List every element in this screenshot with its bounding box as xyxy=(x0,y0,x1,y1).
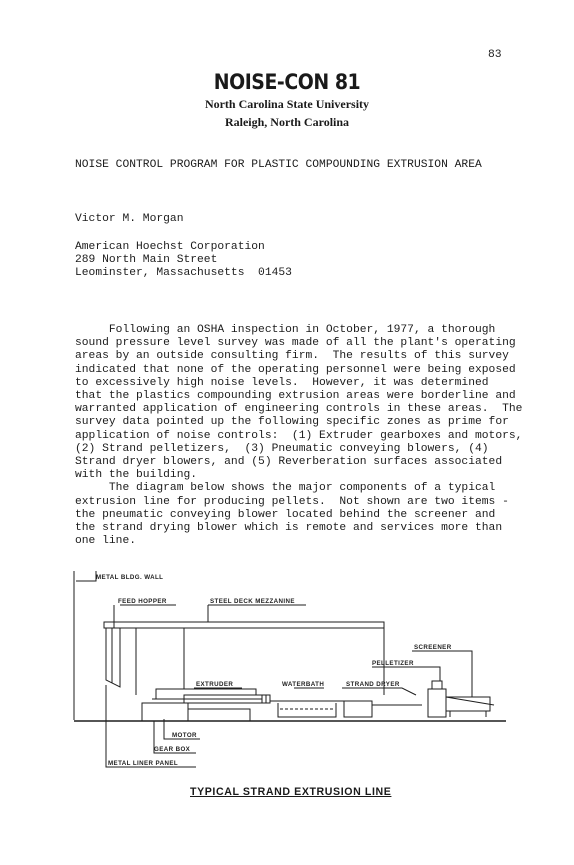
label-feed-hopper: FEED HOPPER xyxy=(118,598,167,605)
label-metal-liner-panel: METAL LINER PANEL xyxy=(108,760,179,767)
conference-university: North Carolina State University xyxy=(204,97,370,111)
body-line: one line. xyxy=(75,535,137,548)
conference-location: Raleigh, North Carolina xyxy=(224,115,350,129)
affiliation-line: American Hoechst Corporation xyxy=(75,241,265,253)
body-line: to excessively high noise levels. However, it was determined xyxy=(75,376,489,389)
label-extruder: EXTRUDER xyxy=(196,681,234,688)
feed-hopper-shape xyxy=(106,628,120,687)
body-line: (2) Strand pelletizers, (3) Pneumatic conveying blowers, (4) xyxy=(75,442,489,455)
body-line: sound pressure level survey was made of all the plant's operating xyxy=(75,337,516,350)
conference-title: NOISE-CON 81 xyxy=(213,70,361,94)
label-waterbath: WATERBATH xyxy=(282,681,325,688)
body-line: survey data pointed up the following specific zones as prime for xyxy=(75,416,509,429)
wall-leader xyxy=(76,571,96,581)
page-number: 83 xyxy=(488,49,502,61)
body-line: the strand drying blower which is remote and services more than xyxy=(75,522,503,535)
body-line: that the plastics compounding extrusion areas were borderline and xyxy=(75,390,516,403)
label-metal-bldg-wall: METAL BLDG. WALL xyxy=(96,574,164,581)
screener-shape xyxy=(446,697,490,711)
label-screener: SCREENER xyxy=(414,644,452,651)
gearbox-shape xyxy=(142,703,188,721)
body-line: Following an OSHA inspection in October, 1977, a thorough xyxy=(75,324,496,336)
label-pelletizer: PELLETIZER xyxy=(372,660,414,667)
strand-dryer-shape xyxy=(344,701,372,717)
label-strand-dryer: STRAND DRYER xyxy=(346,681,400,688)
label-steel-deck-mezzanine: STEEL DECK MEZZANINE xyxy=(210,598,295,605)
body-line: with the building. xyxy=(75,469,198,482)
body-line: Strand dryer blowers, and (5) Reverberation surfaces associated xyxy=(75,456,503,469)
body-line: areas by an outside consulting firm. The results of this survey xyxy=(75,350,509,363)
author-affiliation xyxy=(75,241,292,281)
affiliation-line: Leominster, Massachusetts 01453 xyxy=(75,267,292,280)
extrusion-line-diagram xyxy=(66,565,516,775)
body-line: indicated that none of the operating personnel were being exposed xyxy=(75,363,516,376)
mezzanine-deck xyxy=(104,622,384,628)
waterbath-shape xyxy=(278,703,336,717)
body-line: extrusion line for producing pellets. Not shown are two items - xyxy=(75,495,509,508)
figure-caption: TYPICAL STRAND EXTRUSION LINE xyxy=(190,786,392,798)
body-line: application of noise controls: (1) Extruder gearboxes and motors, xyxy=(75,429,523,442)
paper-title: NOISE CONTROL PROGRAM FOR PLASTIC COMPOUNDING EXTRUSION AREA xyxy=(75,159,482,171)
body-line: The diagram below shows the major components of a typical xyxy=(75,482,496,495)
body-line: warranted application of engineering controls in these areas. The xyxy=(75,403,523,416)
author-name: Victor M. Morgan xyxy=(75,213,184,225)
affiliation-line: 289 North Main Street xyxy=(75,254,218,267)
body-text xyxy=(75,324,522,548)
label-gear-box: GEAR BOX xyxy=(154,746,191,753)
pelletizer-shape xyxy=(428,689,446,717)
body-line: the pneumatic conveying blower located behind the screener and xyxy=(75,508,496,521)
label-motor: MOTOR xyxy=(172,732,197,739)
